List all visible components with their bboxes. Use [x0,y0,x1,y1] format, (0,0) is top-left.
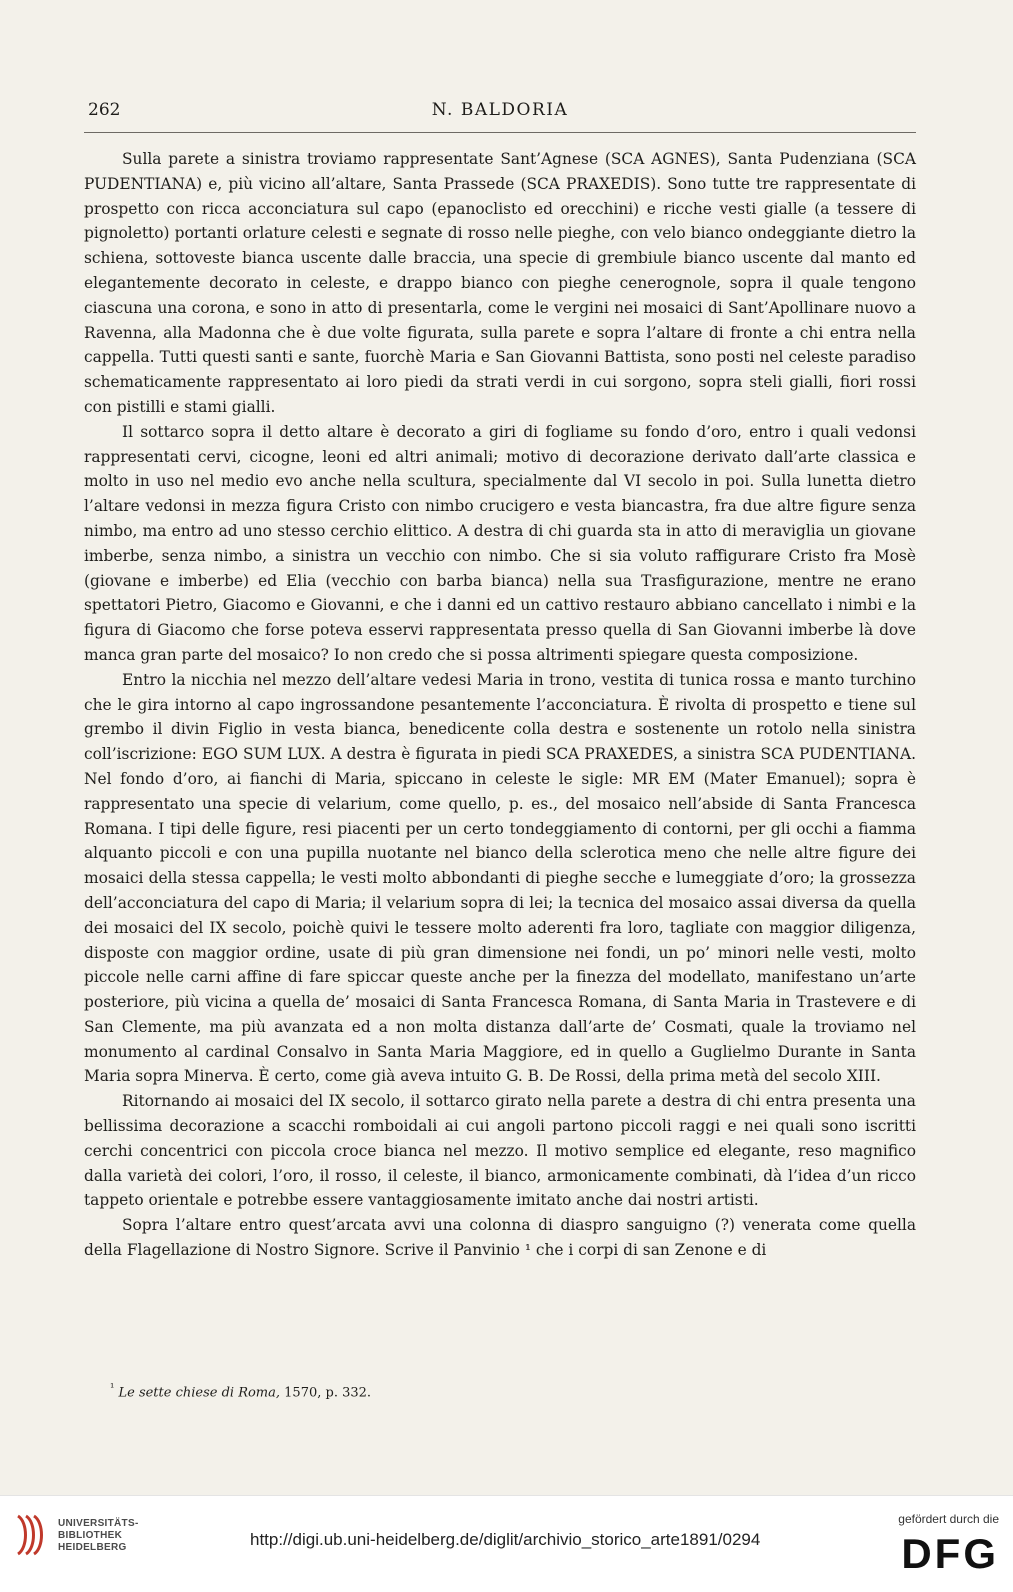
paragraph: Sopra l’altare entro quest’arcata avvi una colonna di diaspro sanguigno (?) venerata come quella della Flagellazione di Nostro Signore. Scrive il Panvinio ¹ che i corpi di san Zenone e di [84,1216,916,1260]
viewer-footer [0,1495,1013,1592]
running-head: N. BALDORIA [431,100,569,120]
university-library-logo-icon[interactable] [10,1512,50,1558]
funded-by-label: gefördert durch die [898,1512,999,1526]
footnote-rest: 1570, p. 332. [280,1385,372,1401]
header-rule [84,132,916,133]
footnote-marker: ¹ [110,1381,115,1394]
dfg-logo[interactable]: DFG [901,1530,999,1577]
paragraph: Entro la nicchia nel mezzo dell’altare vedesi Maria in trono, vestita di tunica rossa e manto turchino che le gira intorno al capo ingrossandone pesantemente l’acconciatura. È rivolta di prospetto e tiene sul grembo il divin Figlio in vesta bianca, benedicente colla destra e sostenente un rotolo nella sinistra coll’iscrizione: EGO SUM LUX. A destra è figurata in piedi SCA PRAXEDES, a sinistra SCA PUDENTIANA. Nel fondo d’oro, ai fianchi di Maria, spiccano in celeste le sigle: MR EM (Mater Emanuel); sopra è rappresentato una specie di velarium, come quello, p. es., del mosaico nell’abside di Santa Francesca Romana. I tipi delle figure, resi piacenti per un certo tondeggiamento di contorni, per gli occhi a fiamma alquanto piccoli e con una pupilla nuotante nel bianco della sclerotica meno che nelle altre figure dei mosaici della stessa cappella; le vesti molto abbondanti di pieghe secche e lumeggiate d’oro; la grossezza dell’acconciatura del capo di Maria; il velarium sopra di lei; la tecnica del mosaico assai diversa da quella dei mosaici del IX secolo, poichè quivi le tessere molto aderenti fra loro, tagliate con maggior diligenza, disposte con maggior ordine, usate di più gran dimensione nei fondi, un po’ minori nelle vesti, molto piccole nelle carni affine di fare spiccar queste anche per la finezza del modellato, manifestano un’arte posteriore, più vicina a quella de’ mosaici di Santa Francesca Romana, di Santa Maria in Trastevere e di San Clemente, ma più avanzata ed a non molta distanza dall’arte de’ Cosmati, quale la troviamo nel monumento al cardinal Consalvo in Santa Maria Maggiore, ed in quello a Guglielmo Durante in Santa Maria sopra Minerva. È certo, come già aveva intuito G. B. De Rossi, della prima metà del secolo XIII. [84,670,916,1086]
paragraph: Il sottarco sopra il detto altare è decorato a giri di fogliame su fondo d’oro, entro i quali vedonsi rappresentati cervi, cicogne, leoni ed altri animali; motivo di decorazione derivato dall’arte classica e molto in uso nel medio evo anche nella scultura, specialmente dal VI secolo in poi. Sulla lunetta dietro l’altare vedonsi in mezza figura Cristo con nimbo crucigero e vesta biancastra, fra due altre figure senza nimbo, ma entro ad uno stesso cerchio elittico. A destra di chi guarda sta in atto di meraviglia un giovane imberbe, senza nimbo, a sinistra un vecchio con nimbo. Che si sia voluto raffigurare Cristo fra Mosè (giovane e imberbe) ed Elia (vecchio con barba bianca) nella sua Trasfigurazione, mentre ne erano spettatori Pietro, Giacomo e Giovanni, e che i danni ed un cattivo restauro abbiano cancellato i nimbi e la figura di Giacomo che forse poteva esservi rappresentata presso quella di San Giovanni imberbe là dove manca gran parte del mosaico? Io non credo che si possa altrimenti spiegare questa composizione. [84,422,916,664]
body-text [84,147,916,1263]
permalink-url[interactable]: http://digi.ub.uni-heidelberg.de/diglit/archivio_storico_arte1891/0294 [250,1530,761,1549]
footnote-title: Le sette chiese di Roma, [118,1385,281,1401]
page-number: 262 [88,100,121,120]
paragraph: Sulla parete a sinistra troviamo rappresentate Sant’Agnese (SCA AGNES), Santa Pudenziana (SCA PUDENTIANA) e, più vicino all’altare, Santa Prassede (SCA PRAXEDIS). Sono tutte tre rappresentate di prospetto con ricca acconciatura sul capo (epanoclisto ed orecchini) e ricche vesti gialle (a tessere di pignoletto) portanti orlature celesti e segnate di rosso nelle pieghe, con velo bianco ondeggiante dietro la schiena, sottoveste bianca uscente dalle braccia, una specie di grembiule bianco uscente dal manto ed elegantemente decorato in celeste, e drappo bianco con pieghe cenerognole, sopra il quale tengono ciascuna una corona, e sono in atto di presentarla, come le vergini nei mosaici di Sant’Apollinare nuovo a Ravenna, alla Madonna che è due volte figurata, sulla parete e sopra l’altare di fronte a chi entra nella cappella. Tutti questi santi e sante, fuorchè Maria e San Giovanni Battista, sono posti nel celeste paradiso schematicamente rappresentato ai loro piedi da strati verdi in cui sorgono, sopra steli gialli, fiori rossi con pistilli e stami gialli. [84,150,916,416]
page-header [84,98,916,124]
paragraph: Ritornando ai mosaici del IX secolo, il sottarco girato nella parete a destra di chi entra presenta una bellissima decorazione a scacchi romboidali ai cui angoli partono piccoli raggi e nei quali sono iscritti cerchi concentrici con piccola croce bianca nel mezzo. Il motivo semplice ed elegante, reso magnifico dalla varietà dei colori, l’oro, il rosso, il celeste, il bianco, armonicamente combinati, dà l’idea d’un ricco tappeto orientale e potrebbe essere vantaggiosamente imitato anche dai nostri artisti. [84,1092,916,1210]
footnote [110,1381,371,1400]
library-name[interactable]: UNIVERSITÄTS- BIBLIOTHEK HEIDELBERG [58,1518,139,1553]
